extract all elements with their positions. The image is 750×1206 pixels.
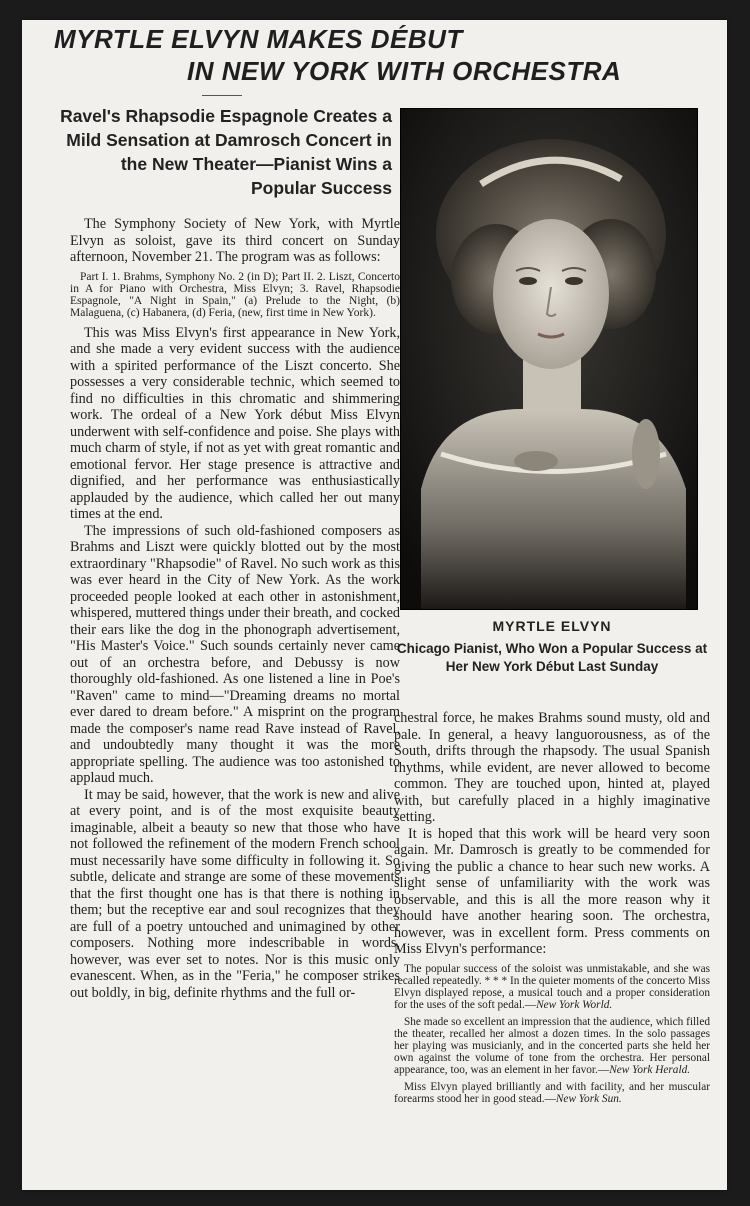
paragraph-hope: It is hoped that this work will be heard very soon again. Mr. Damrosch is greatly to be commended for giving the public a chance to hear such new works. A slight sense of unfamiliarity with the work was observable, and this is all the more reason why it should have another hearing soon. The orchestra, however, was in excellent form. Press comments on Miss Elvyn's performance:: [394, 825, 710, 957]
quote-text: The popular success of the soloist was unmistakable, and she was recalled repeatedly. * * * In the quieter moments of the concerto Miss Elvyn displayed repose, a musical touch and a proper consideration for the uses of the soft pedal.—: [394, 962, 710, 1011]
paragraph-ravel: The impressions of such old-fashioned composers as Brahms and Liszt were quickly blotted out by the most extraordinary "Rhapsodie" of Ravel. No such work as this was ever heard in the City of New York. As the work proceeded people looked at each other in astonishment, whispered, muttered things under their breath, and cocked their ears like the dog in the phonograph advertisement, "His Master's Voice." Such sounds certainly never came out of an orchestra before, and Debussy is now thoroughly old-fashioned. As one listened a line in Poe's "Raven" came to mind—"Dreaming dreams no mortal ever dared to dream before." A misprint on the program made the composer's name read Rave instead of Ravel, and undoubtedly many thought it was the more appropriate spelling. The audience was too astonished to applaud much.: [70, 522, 400, 787]
magazine-page: [22, 20, 727, 1190]
portrait-photo: [400, 108, 698, 610]
article-column-right: [394, 710, 710, 1105]
quote-source: New York Sun.: [555, 1092, 622, 1105]
caption-description: Chicago Pianist, Who Won a Popular Success at Her New York Début Last Sunday: [396, 641, 708, 674]
intro-paragraph: The Symphony Society of New York, with Myrtle Elvyn as soloist, gave its third concert on Sunday afternoon, November 21. The program was as follows:: [70, 216, 400, 265]
paragraph-debut: This was Miss Elvyn's first appearance in New York, and she made a very evident success with the audience with a spirited performance of the Liszt concerto. She possesses a very considerable technic, which seemed to find no difficulties in this chromatic and shimmering work. The ordeal of a New York début Miss Elvyn underwent with self-confidence and poise. She plays with much charm of style, if not as yet with great romantic and emotional fervor. Her stage presence is attractive and dignified, and her performance was enthusiastically applauded by the audience, which called her out many times at the end.: [70, 324, 400, 523]
caption-name: MYRTLE ELVYN: [492, 618, 612, 634]
press-quote-herald: [394, 1016, 710, 1076]
quote-source: New York World.: [536, 998, 613, 1011]
press-quote-sun: [394, 1081, 710, 1105]
headline-line-1: MYRTLE ELVYN MAKES DÉBUT: [54, 24, 463, 54]
quote-text: Miss Elvyn played brilliantly and with facility, and her muscular forearms stood her in good stead.—: [394, 1080, 710, 1105]
headline-divider: [202, 95, 242, 96]
deck-subheadline: Ravel's Rhapsodie Espagnole Creates a Mild Sensation at Damrosch Concert in the New Theater—Pianist Wins a Popular Success: [60, 106, 392, 198]
concert-program: [70, 271, 400, 320]
press-quote-world: [394, 963, 710, 1011]
quote-text: She made so excellent an impression that the audience, which filled the theater, recalled her almost a dozen times. In the solo passages her playing was musicianly, and in the concerted parts she held her own against the volume of tone from the orchestra. Her personal appearance, too, was an element in her favor.—: [394, 1015, 710, 1076]
paragraph-beauty: It may be said, however, that the work is new and alive at every point, and is of the most exquisite beauty imaginable, albeit a beauty so new that those who have not followed the refinement of the modern French school must necessarily have some difficulty in following it. So subtle, delicate and strange are some of these movements that the first thought one has is that there is nothing in them; but the receptive ear and soul recognizes that they are full of a poetry untouched and unimagined by other composers. Nothing more indescribable in words, however, was ever set to notes. Nor is this music only evanescent. When, as in the "Feria," he composer strikes out boldly, in big, definite rhythms and the full or-: [70, 786, 400, 1001]
quote-source: New York Herald.: [609, 1063, 691, 1076]
photo-caption: [394, 618, 710, 676]
paragraph-continued: chestral force, he makes Brahms sound musty, old and pale. In general, a heavy languorousness, as of the South, drifts through the rhapsody. The usual Spanish rhythms, while evident, are never allowed to become common. They are touched upon, hinted at, played with, but carefully placed in a highly imaginative setting.: [394, 710, 710, 825]
article-column-left: [70, 216, 400, 1001]
portrait-image: [401, 109, 697, 609]
headline-line-2: IN NEW YORK WITH ORCHESTRA: [187, 56, 622, 86]
program-text: Part I. 1. Brahms, Symphony No. 2 (in D); Part II. 2. Liszt, Concerto in A for Piano with Orchestra, Miss Elvyn; 3. Ravel, Rhapsodie Espagnole, "A Night in Spain," (a) Prelude to the Night, (b) Malaguena, (c) Habanera, (d) Feria, (new, first time in New York).: [70, 270, 400, 320]
